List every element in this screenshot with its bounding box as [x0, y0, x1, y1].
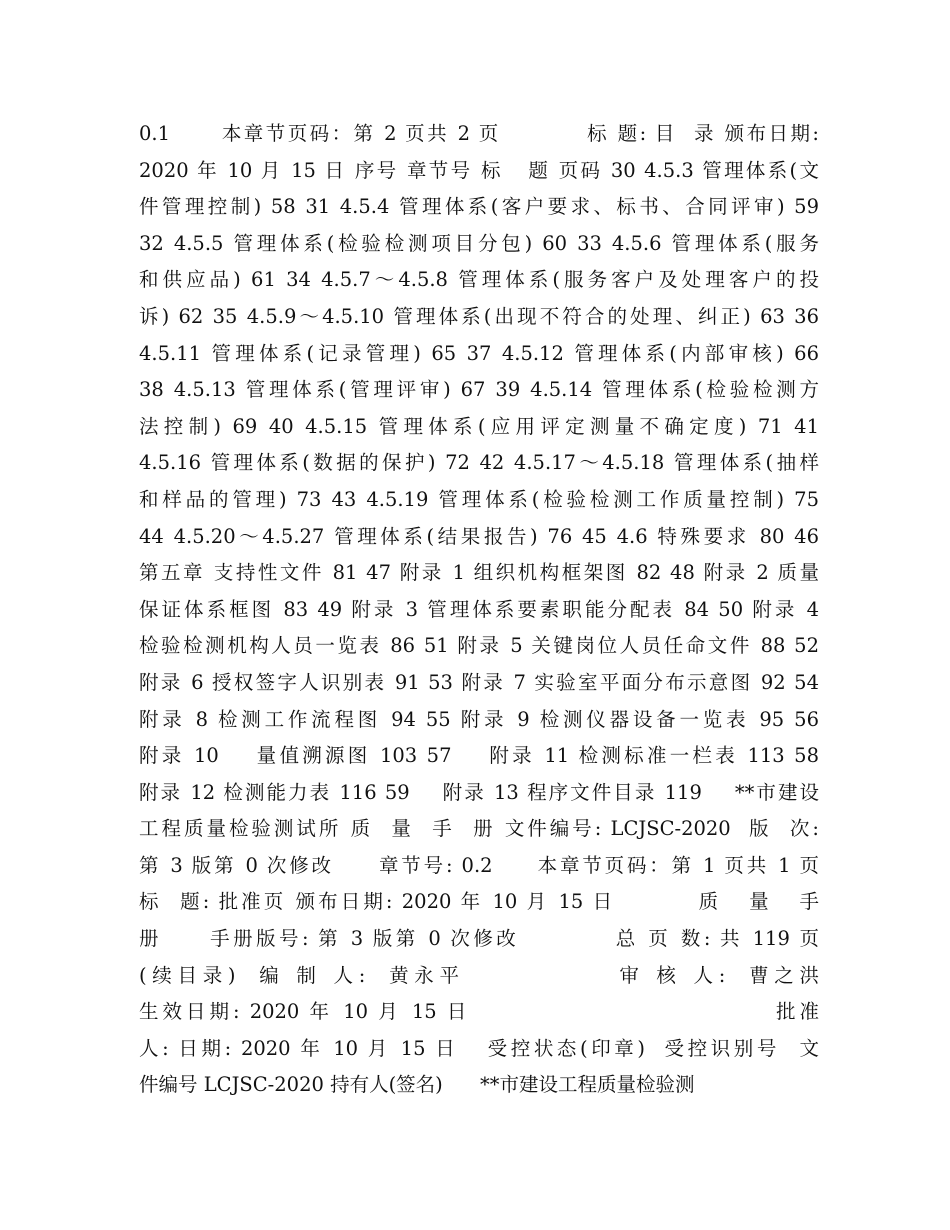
text-line: 2020 年 10 月 15 日 序号 章节号 标 题 页码 30 4.5.3 管理体系(文	[139, 158, 819, 182]
text-line: 第五章 支持性文件 81 47 附录 1 组织机构框架图 82 48 附录 2 质量	[139, 561, 819, 585]
text-line: 生效日期: 2020 年 10 月 15 日 批准	[139, 1000, 819, 1024]
text-line: 附录 6 授权签字人识别表 91 53 附录 7 实验室平面分布示意图 92 54	[139, 670, 819, 694]
text-line: 38 4.5.13 管理体系(管理评审) 67 39 4.5.14 管理体系(检验检测方	[139, 378, 819, 402]
text-line: 32 4.5.5 管理体系(检验检测项目分包) 60 33 4.5.6 管理体系(服务	[139, 231, 819, 255]
text-line: (续目录) 编 制 人: 黄永平 审 核 人: 曹之洪	[139, 963, 819, 987]
text-line: 附录 10 量值溯源图 103 57 附录 11 检测标准一栏表 113 58	[139, 744, 819, 768]
text-line: 件编号 LCJSC-2020 持有人(签名) **市建设工程质量检验测	[139, 1073, 695, 1097]
text-line: 附录 12 检测能力表 116 59 附录 13 程序文件目录 119 **市建设	[139, 780, 819, 804]
text-line: 人: 日期: 2020 年 10 月 15 日 受控状态(印章) 受控识别号 文	[139, 1036, 819, 1060]
text-line: 标 题: 批准页 颁布日期: 2020 年 10 月 15 日 质 量 手	[139, 890, 819, 914]
text-line: 44 4.5.20～4.5.27 管理体系(结果报告) 76 45 4.6 特殊要求 80 46	[139, 524, 819, 548]
document-body	[139, 116, 819, 1104]
text-line: 检验检测机构人员一览表 86 51 附录 5 关键岗位人员任命文件 88 52	[139, 634, 819, 658]
text-line: 册 手册版号: 第 3 版第 0 次修改 总 页 数: 共 119 页	[139, 927, 819, 951]
text-line: 4.5.16 管理体系(数据的保护) 72 42 4.5.17～4.5.18 管理体系(抽样	[139, 451, 819, 475]
text-line: 第 3 版第 0 次修改 章节号: 0.2 本章节页码：第 1 页共 1 页	[139, 853, 819, 877]
text-line: 和供应品) 61 34 4.5.7～4.5.8 管理体系(服务客户及处理客户的投	[139, 268, 819, 292]
text-line: 工程质量检验测试所 质 量 手 册 文件编号: LCJSC-2020 版 次:	[139, 817, 819, 841]
text-line: 诉) 62 35 4.5.9～4.5.10 管理体系(出现不符合的处理、纠正) 63 36	[139, 304, 819, 328]
text-line: 4.5.11 管理体系(记录管理) 65 37 4.5.12 管理体系(内部审核) 66	[139, 341, 819, 365]
text-line: 法控制) 69 40 4.5.15 管理体系(应用评定测量不确定度) 71 41	[139, 414, 819, 438]
text-line: 件管理控制) 58 31 4.5.4 管理体系(客户要求、标书、合同评审) 59	[139, 195, 819, 219]
text-line: 0.1 本章节页码：第 2 页共 2 页 标 题: 目 录 颁布日期:	[139, 122, 819, 145]
text-line: 保证体系框图 83 49 附录 3 管理体系要素职能分配表 84 50 附录 4	[139, 597, 819, 621]
text-line: 附录 8 检测工作流程图 94 55 附录 9 检测仪器设备一览表 95 56	[139, 707, 819, 731]
text-line: 和样品的管理) 73 43 4.5.19 管理体系(检验检测工作质量控制) 75	[139, 487, 819, 511]
